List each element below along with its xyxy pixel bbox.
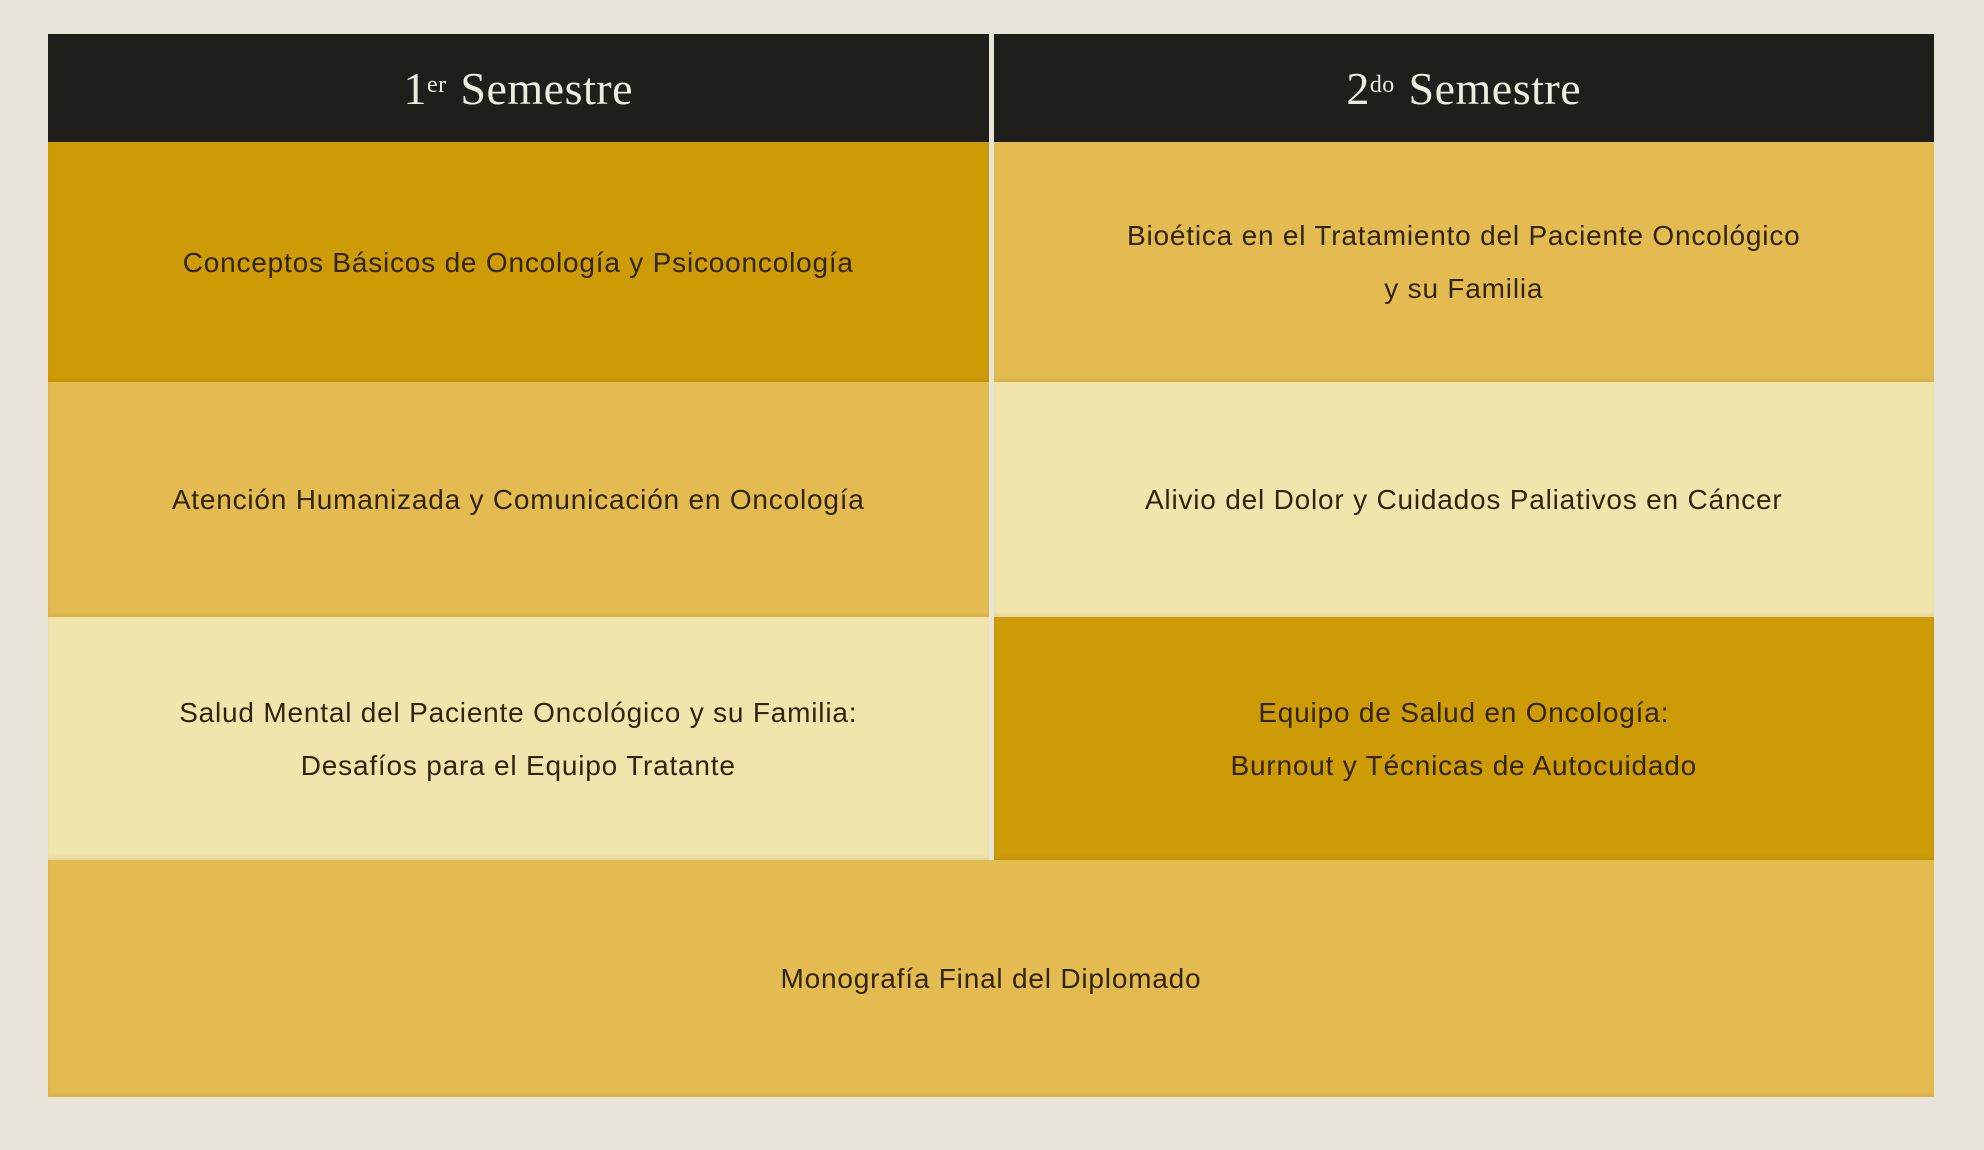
course-title-line: Desafíos para el Equipo Tratante [300,749,736,781]
course-cell-s1-row3 [48,617,989,860]
course-title-line: Burnout y Técnicas de Autocuidado [1230,749,1697,781]
semester-2-label: Semestre [1408,62,1582,114]
course-title-line: Monografía Final del Diplomado [780,963,1202,994]
course-title-line: Bioética en el Tratamiento del Paciente Oncológico [1127,220,1801,251]
semester-2-number: 2 [1346,62,1370,114]
course-cell-s1-row2 [48,382,989,617]
course-cell-s2-row1 [994,142,1935,382]
course-cell-s2-row3 [994,617,1935,860]
semester-1-label: Semestre [460,62,633,114]
course-cell-s2-row2 [994,382,1935,617]
course-title-line: Alivio del Dolor y Cuidados Paliativos en Cáncer [1144,484,1783,515]
course-cell-s1-row1 [48,142,989,382]
header-semester-2: 2 $^{do}$ Semestre [994,34,1935,142]
course-title-line: Conceptos Básicos de Oncología y Psicooncología [182,246,854,278]
course-title-line: Salud Mental del Paciente Oncológico y su Familia: [179,696,858,728]
course-title-line: Atención Humanizada y Comunicación en Oncología [171,484,865,515]
curriculum-table [48,34,1934,1097]
header-semester-1: 1 $^{er}$ Semestre [48,34,989,142]
course-title-line: Equipo de Salud en Oncología: [1258,696,1670,728]
semester-1-number: 1 [403,62,427,114]
course-title-line: y su Familia [1384,273,1544,304]
course-cell-final-monograph [48,860,1934,1097]
